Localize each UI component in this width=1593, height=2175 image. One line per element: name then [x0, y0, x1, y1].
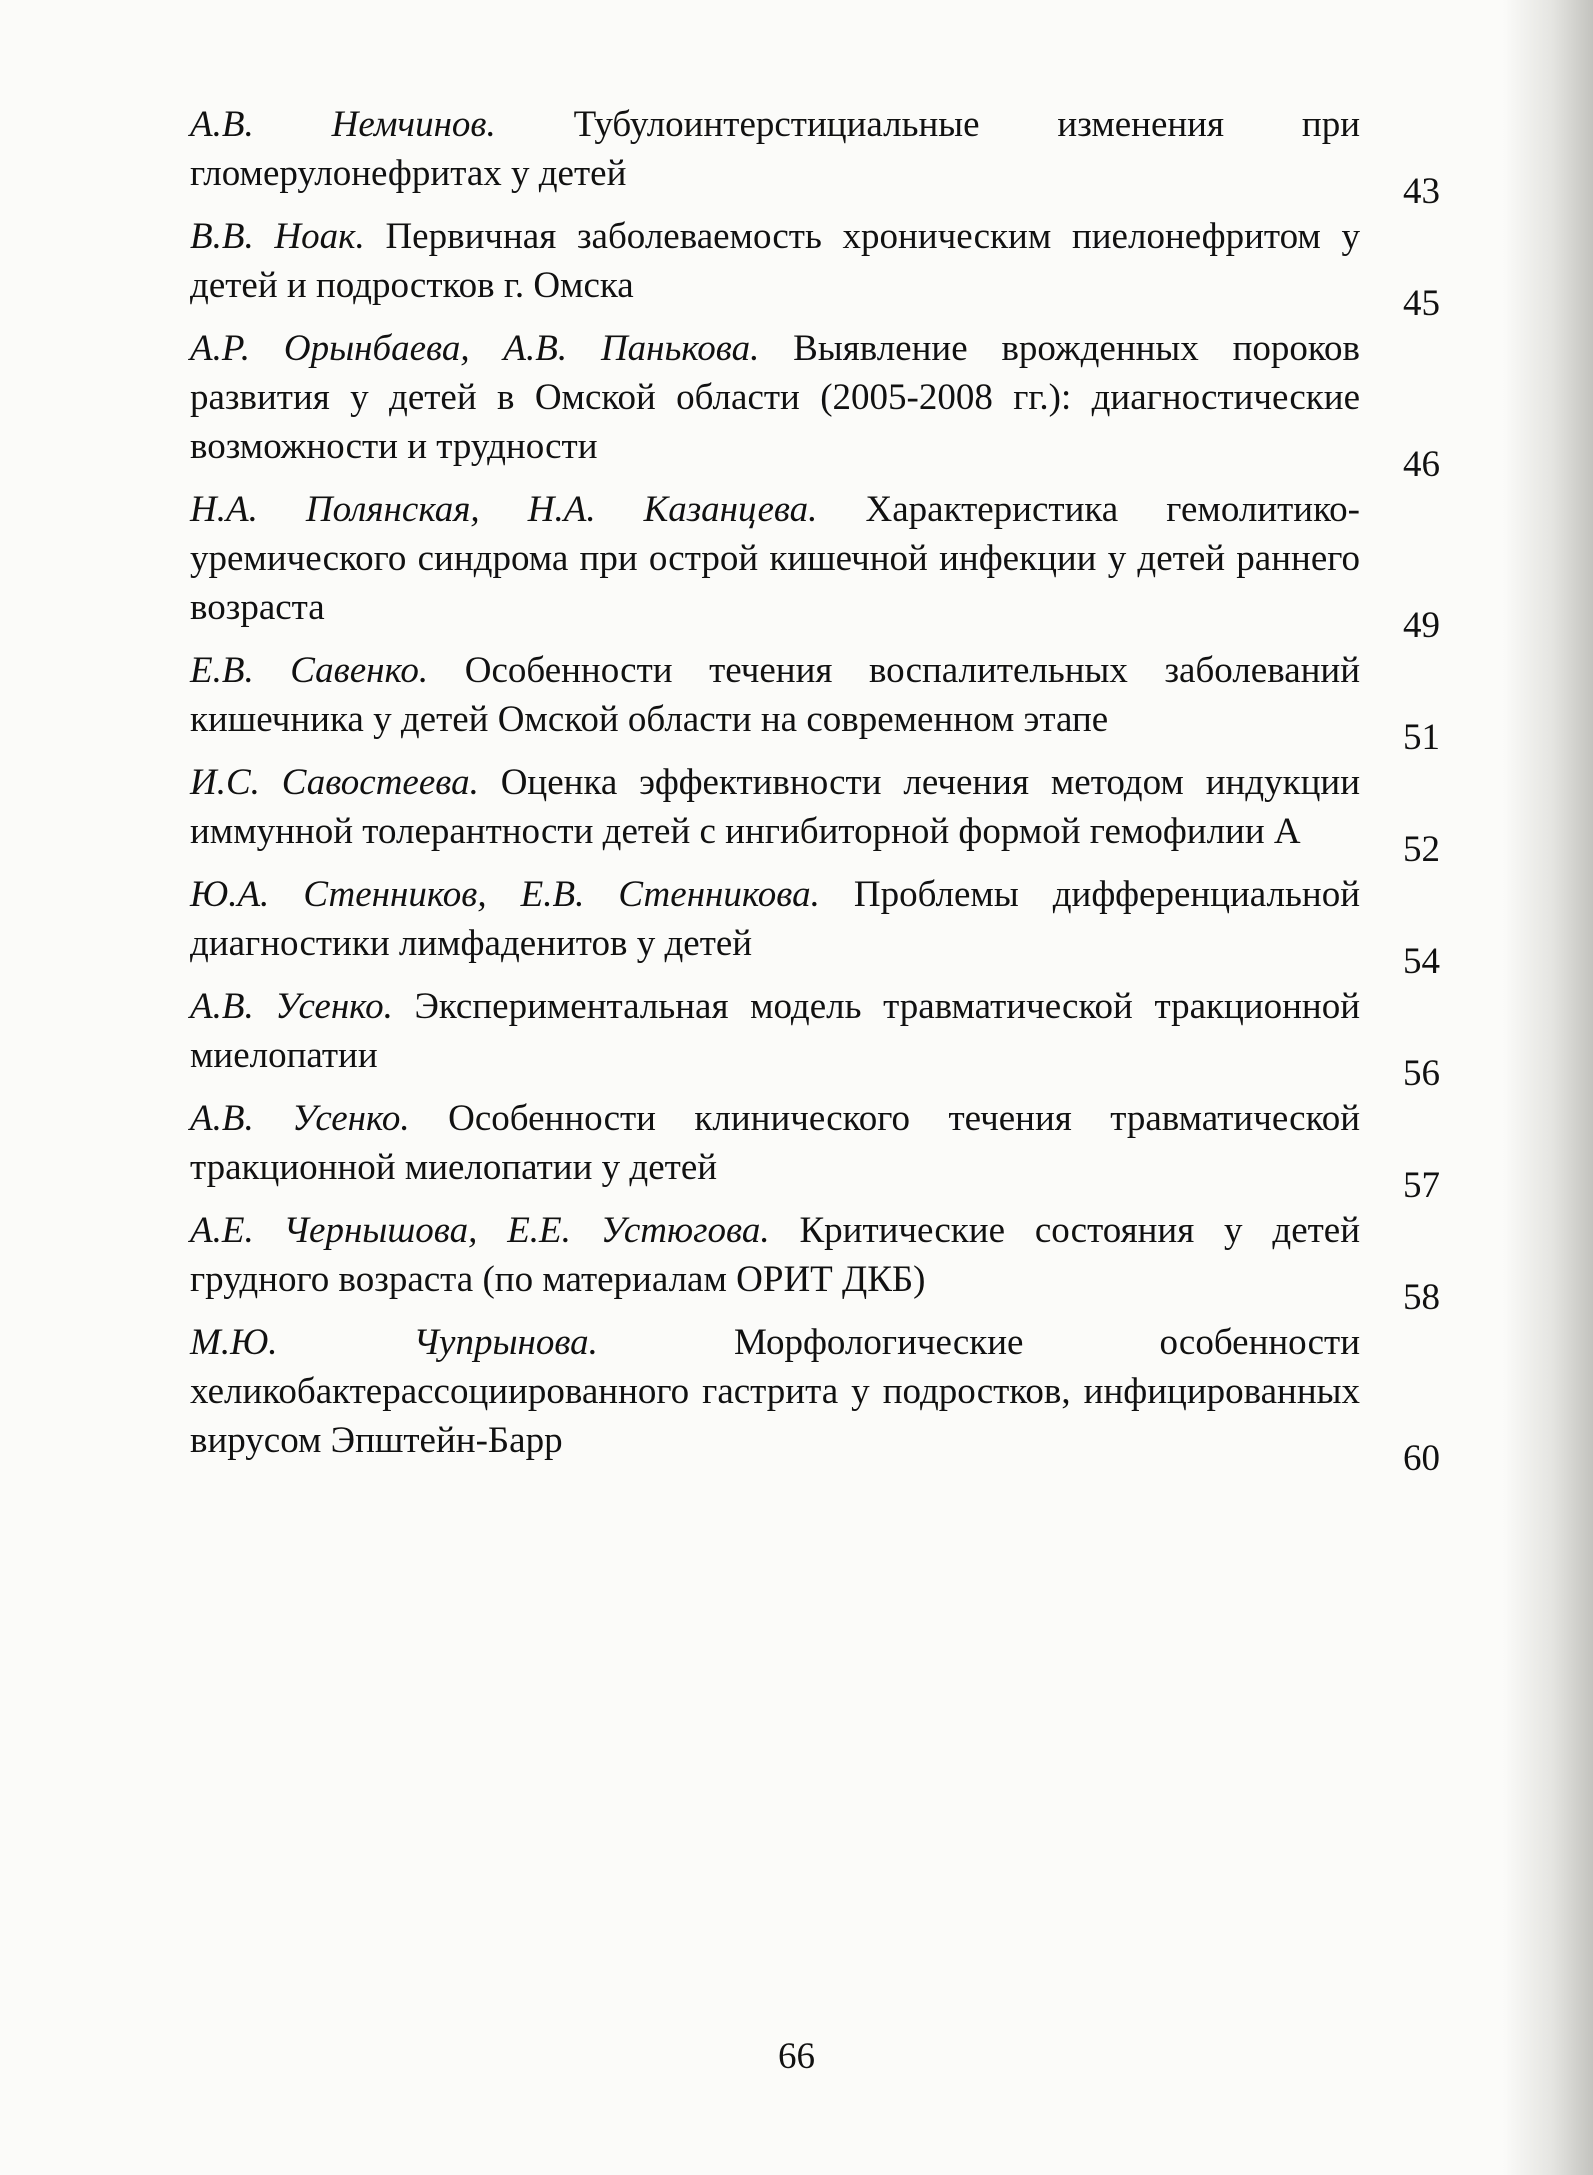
- toc-entry: [190, 758, 1440, 870]
- entry-page-number: 51: [1403, 717, 1440, 758]
- entry-page-number: 43: [1403, 171, 1440, 212]
- entry-page-number: 58: [1403, 1277, 1440, 1318]
- entry-author: И.С. Савостеева.: [190, 762, 479, 803]
- entry-page-number: 56: [1403, 1053, 1440, 1094]
- entry-author: А.Р. Орынбаева, А.В. Панькова.: [190, 328, 760, 369]
- toc-entry-text: [190, 646, 1360, 744]
- toc-entry-text: [190, 1318, 1360, 1465]
- entry-author: Е.В. Савенко.: [190, 650, 429, 691]
- entry-title: Выявление врожденных пороков развития у детей в Омской области (2005-2008 гг.): диагностические возможности и трудности: [190, 328, 1360, 467]
- entry-title: Первичная заболеваемость хроническим пиелонефритом у детей и подростков г. Омска: [190, 216, 1361, 306]
- entry-title: Характеристика гемолитико-уремического синдрома при острой кишечной инфекции у детей раннего возраста: [190, 489, 1360, 628]
- toc-entry-text: [190, 758, 1360, 856]
- toc-entry-text: [190, 982, 1360, 1080]
- toc-entry-text: [190, 870, 1360, 968]
- entry-title: Тубулоинтерстициальные изменения при гломерулонефритах у детей: [190, 104, 1360, 194]
- toc-entry: [190, 1094, 1440, 1206]
- toc-entry: [190, 982, 1440, 1094]
- toc-entry-text: [190, 1206, 1360, 1304]
- toc-entry: [190, 485, 1440, 646]
- entry-title: Критические состояния у детей грудного возраста (по материалам ОРИТ ДКБ): [190, 1210, 1361, 1300]
- toc-entry: [190, 324, 1440, 485]
- toc-entry-text: [190, 1094, 1360, 1192]
- entry-page-number: 45: [1403, 283, 1440, 324]
- entry-title: Особенности течения воспалительных заболеваний кишечника у детей Омской области на современном этапе: [190, 650, 1361, 740]
- toc-entry: [190, 100, 1440, 212]
- entry-page-number: 49: [1403, 605, 1440, 646]
- entry-author: А.В. Усенко.: [190, 1098, 410, 1139]
- toc-entry: [190, 212, 1440, 324]
- toc-entry: [190, 1206, 1440, 1318]
- toc-entry: [190, 646, 1440, 758]
- entry-page-number: 60: [1403, 1438, 1440, 1479]
- entry-title: Оценка эффективности лечения методом индукции иммунной толерантности детей с ингибиторной формой гемофилии А: [190, 762, 1361, 852]
- entry-title: Морфологические особенности хеликобактерассоциированного гастрита у подростков, инфицированных вирусом Эпштейн-Барр: [190, 1322, 1360, 1461]
- entry-author: Ю.А. Стенников, Е.В. Стенникова.: [190, 874, 820, 915]
- entry-author: Н.А. Полянская, Н.А. Казанцева.: [190, 489, 818, 530]
- toc-entry-text: [190, 212, 1360, 310]
- entry-author: А.В. Усенко.: [190, 986, 393, 1027]
- entry-author: А.В. Немчинов.: [190, 104, 496, 145]
- entry-author: А.Е. Чернышова, Е.Е. Устюгова.: [190, 1210, 770, 1251]
- toc-entry: [190, 870, 1440, 982]
- entry-page-number: 52: [1403, 829, 1440, 870]
- entry-author: М.Ю. Чупрынова.: [190, 1322, 598, 1363]
- toc-entry-text: [190, 485, 1360, 632]
- scan-shadow-edge: [1503, 0, 1593, 2175]
- toc-entry-text: [190, 100, 1360, 198]
- page-footer-number: 66: [778, 2036, 815, 2077]
- entry-page-number: 57: [1403, 1165, 1440, 1206]
- toc-entry: [190, 1318, 1440, 1479]
- entry-page-number: 46: [1403, 444, 1440, 485]
- entry-author: В.В. Ноак.: [190, 216, 365, 257]
- table-of-contents: [190, 100, 1440, 1479]
- entry-page-number: 54: [1403, 941, 1440, 982]
- entry-title: Особенности клинического течения травматической тракционной миелопатии у детей: [190, 1098, 1360, 1188]
- toc-entry-text: [190, 324, 1360, 471]
- entry-title: Проблемы дифференциальной диагностики лимфаденитов у детей: [190, 874, 1360, 964]
- entry-title: Экспериментальная модель травматической тракционной миелопатии: [190, 986, 1360, 1076]
